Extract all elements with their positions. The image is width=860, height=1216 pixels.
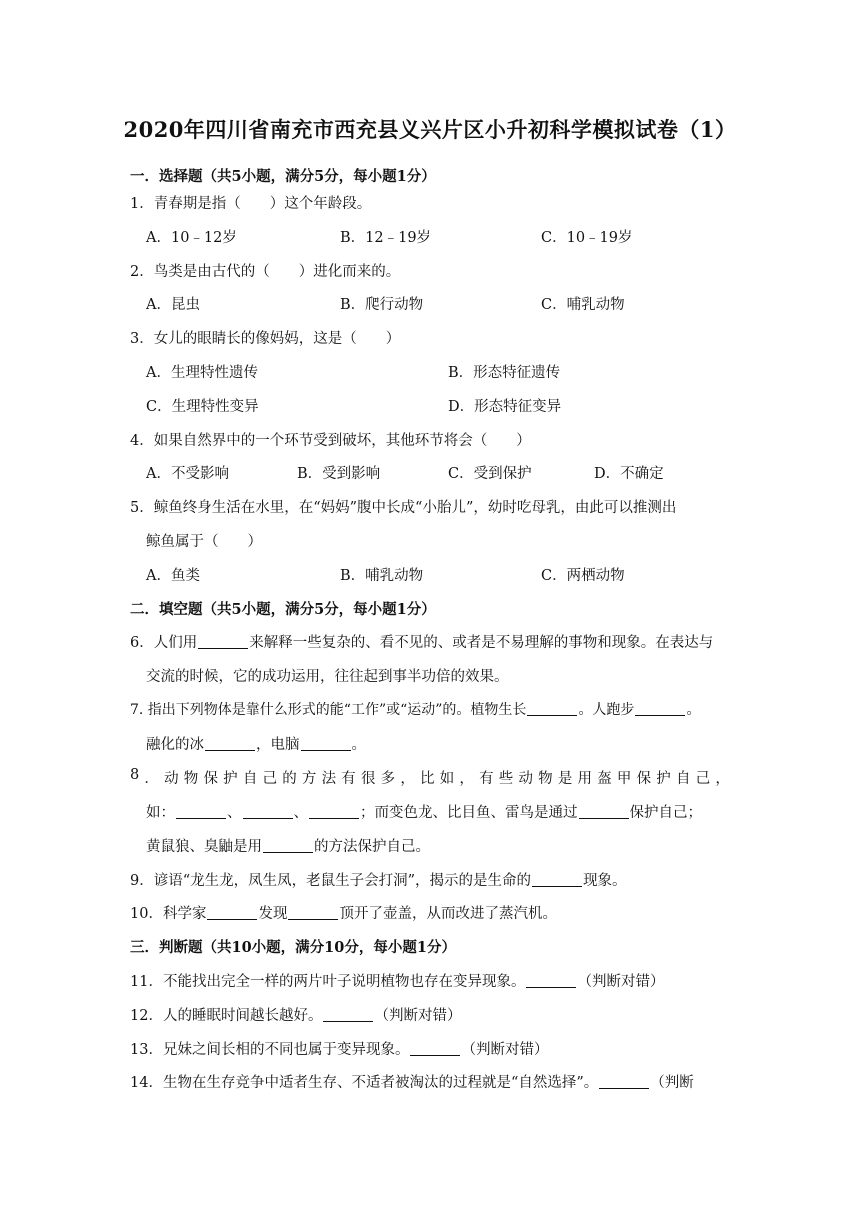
question-8-line-3 (146, 835, 430, 856)
q8-char: 法 (321, 771, 337, 787)
question-4: 4．如果自然界中的一个环节受到破坏，其他环节将会（ ） (130, 433, 531, 449)
q7-text-3: 。 (686, 702, 701, 718)
q8-char: 的 (282, 771, 297, 787)
q1-option-b: B．12﹣19岁 (340, 230, 432, 246)
q7-text-2: 。人跑步 (578, 702, 635, 718)
q8-char: 动 (518, 771, 533, 787)
q4-option-a: A．不受影响 (146, 466, 229, 482)
q8-char: 多 (380, 771, 396, 787)
question-11 (130, 970, 664, 991)
q8-char: 护 (656, 771, 671, 787)
answer-blank[interactable] (288, 905, 338, 920)
q6-text-1: 6．人们用 (130, 635, 198, 651)
question-8-line-2 (146, 801, 702, 822)
question-8-line-1 (130, 767, 730, 788)
answer-blank[interactable] (301, 736, 351, 751)
q1-option-a: A．10﹣12岁 (146, 230, 237, 246)
q8-char: 有 (341, 771, 356, 787)
q8-char: 比 (420, 771, 435, 787)
q7-text-1: 7. 指出下列物体是靠什么形式的能“工作”或“运动”的。植物生长 (130, 702, 527, 718)
q11-text-2: （判断对错） (577, 974, 665, 990)
q4-option-d: D．不确定 (594, 466, 664, 482)
q8-text-7: 的方法保护自己。 (314, 839, 430, 855)
q8-char: 8 (130, 767, 140, 783)
question-6-line-2: 交流的时候，它的成功运用，往往起到事半功倍的效果。 (146, 669, 509, 685)
q13-text-1: 13．兄妹之间长相的不同也属于变异现象。 (130, 1042, 410, 1058)
answer-blank[interactable] (635, 701, 685, 716)
q8-char: 物 (183, 771, 199, 787)
q14-text-2: （判断 (650, 1075, 694, 1091)
q8-text-4: ；而变色龙、比目鱼、雷鸟是通过 (360, 805, 578, 821)
question-5-line-2: 鲸鱼属于（ ） (146, 534, 262, 550)
q13-text-2: （判断对错） (461, 1042, 549, 1058)
q3-option-a: A．生理特性遗传 (146, 365, 258, 381)
q8-char: 如 (439, 771, 455, 787)
question-1: 1．青春期是指（ ）这个年龄段。 (130, 196, 372, 212)
q8-char: 方 (301, 771, 317, 787)
answer-blank[interactable] (323, 1007, 373, 1022)
section-choice-heading: 一．选择题（共5小题，满分5分，每小题1分） (130, 168, 436, 185)
answer-blank[interactable] (205, 736, 255, 751)
question-7-line-2 (146, 733, 366, 754)
answer-blank[interactable] (599, 1074, 649, 1089)
q8-char: 动 (164, 771, 179, 787)
q7-text-4: 融化的冰 (146, 737, 204, 753)
q8-char: 保 (636, 771, 652, 787)
question-5-line-1: 5．鲸鱼终身生活在水里，在“妈妈”腹中长成“小胎儿”，幼时吃母乳，由此可以推测出 (130, 500, 677, 516)
question-13 (130, 1038, 548, 1059)
answer-blank[interactable] (263, 838, 313, 853)
q8-char: 有 (479, 771, 494, 787)
q8-char: 己 (262, 771, 278, 787)
question-12 (130, 1004, 461, 1025)
q2-option-a: A．昆虫 (146, 297, 200, 313)
q8-char: 自 (242, 771, 258, 787)
q8-char: 自 (675, 771, 691, 787)
question-6-line-1 (130, 631, 713, 652)
q8-char: ． (144, 771, 159, 787)
section-fill-heading: 二．填空题（共5小题，满分5分，每小题1分） (130, 601, 436, 618)
q8-char: 是 (557, 771, 573, 787)
q9-text-1: 9．谚语“龙生龙，凤生凤，老鼠生子会打洞”，揭示的是生命的 (130, 873, 532, 889)
q3-option-c: C．生理特性变异 (146, 399, 259, 415)
answer-blank[interactable] (309, 804, 359, 819)
q5-option-b: B．哺乳动物 (340, 568, 424, 584)
q12-text-2: （判断对错） (374, 1008, 462, 1024)
answer-blank[interactable] (176, 804, 226, 819)
question-7-line-1 (130, 699, 700, 719)
answer-blank[interactable] (527, 701, 577, 716)
section-judge-heading: 三．判断题（共10小题，满分10分，每小题1分） (130, 939, 456, 956)
q2-option-c: C．哺乳动物 (541, 297, 625, 313)
question-3: 3．女儿的眼睛长的像妈妈，这是（ ） (130, 331, 401, 347)
q10-text-3: 顶开了壶盖，从而改进了蒸汽机。 (339, 906, 557, 922)
answer-blank[interactable] (243, 804, 293, 819)
q4-option-c: C．受到保护 (448, 466, 532, 482)
q8-char: 甲 (616, 771, 632, 787)
q8-char: 用 (577, 771, 593, 787)
q8-char: 很 (360, 771, 376, 787)
q8-text-1: 如： (146, 805, 175, 821)
q8-char: 物 (538, 771, 553, 787)
q8-text-2: 、 (227, 805, 242, 821)
q10-text-2: 发现 (258, 906, 288, 922)
q4-option-b: B．受到影响 (297, 466, 381, 482)
q8-char: 己 (695, 771, 711, 787)
q11-text-1: 11．不能找出完全一样的两片叶子说明植物也存在变异现象。 (130, 974, 526, 990)
answer-blank[interactable] (526, 973, 576, 988)
answer-blank[interactable] (579, 804, 629, 819)
q5-option-c: C．两栖动物 (541, 568, 625, 584)
question-14 (130, 1071, 694, 1092)
q3-option-d: D．形态特征变异 (448, 399, 562, 415)
q9-text-2: 现象。 (583, 873, 627, 889)
q8-char: ， (715, 771, 730, 787)
q8-text-5: 保护自己； (629, 805, 702, 821)
q3-option-b: B．形态特征遗传 (448, 365, 561, 381)
answer-blank[interactable] (410, 1041, 460, 1056)
q1-option-c: C．10﹣19岁 (541, 230, 633, 246)
q8-text-3: 、 (293, 805, 308, 821)
question-9 (130, 869, 627, 890)
q5-option-a: A．鱼类 (146, 568, 200, 584)
q14-text-1: 14．生物在生存竞争中适者生存、不适者被淘汰的过程就是“自然选择”。 (130, 1075, 599, 1091)
q8-char: 保 (203, 771, 218, 787)
q7-text-6: 。 (351, 737, 366, 753)
q8-text-6: 黄鼠狼、臭鼬是用 (146, 839, 262, 855)
q8-char: ， (400, 771, 415, 787)
q6-text-2: 来解释一些复杂的、看不见的、或者是不易理解的事物和现象。在表达与 (249, 635, 714, 651)
answer-blank[interactable] (198, 634, 248, 649)
q10-text-1: 10．科学家 (130, 906, 207, 922)
question-10 (130, 902, 557, 923)
question-2: 2．鸟类是由古代的（ ）进化而来的。 (130, 264, 401, 280)
q8-char: 盔 (597, 771, 612, 787)
q2-option-b: B．爬行动物 (340, 297, 424, 313)
q12-text-1: 12．人的睡眠时间越长越好。 (130, 1008, 323, 1024)
q8-char: 护 (223, 771, 238, 787)
q7-text-5: ，电脑 (256, 737, 300, 753)
answer-blank[interactable] (207, 905, 257, 920)
answer-blank[interactable] (532, 872, 582, 887)
q8-char: ， (459, 771, 474, 787)
q8-char: 些 (498, 771, 514, 787)
page-title: 2020年四川省南充市西充县义兴片区小升初科学模拟试卷（1） (123, 117, 737, 142)
